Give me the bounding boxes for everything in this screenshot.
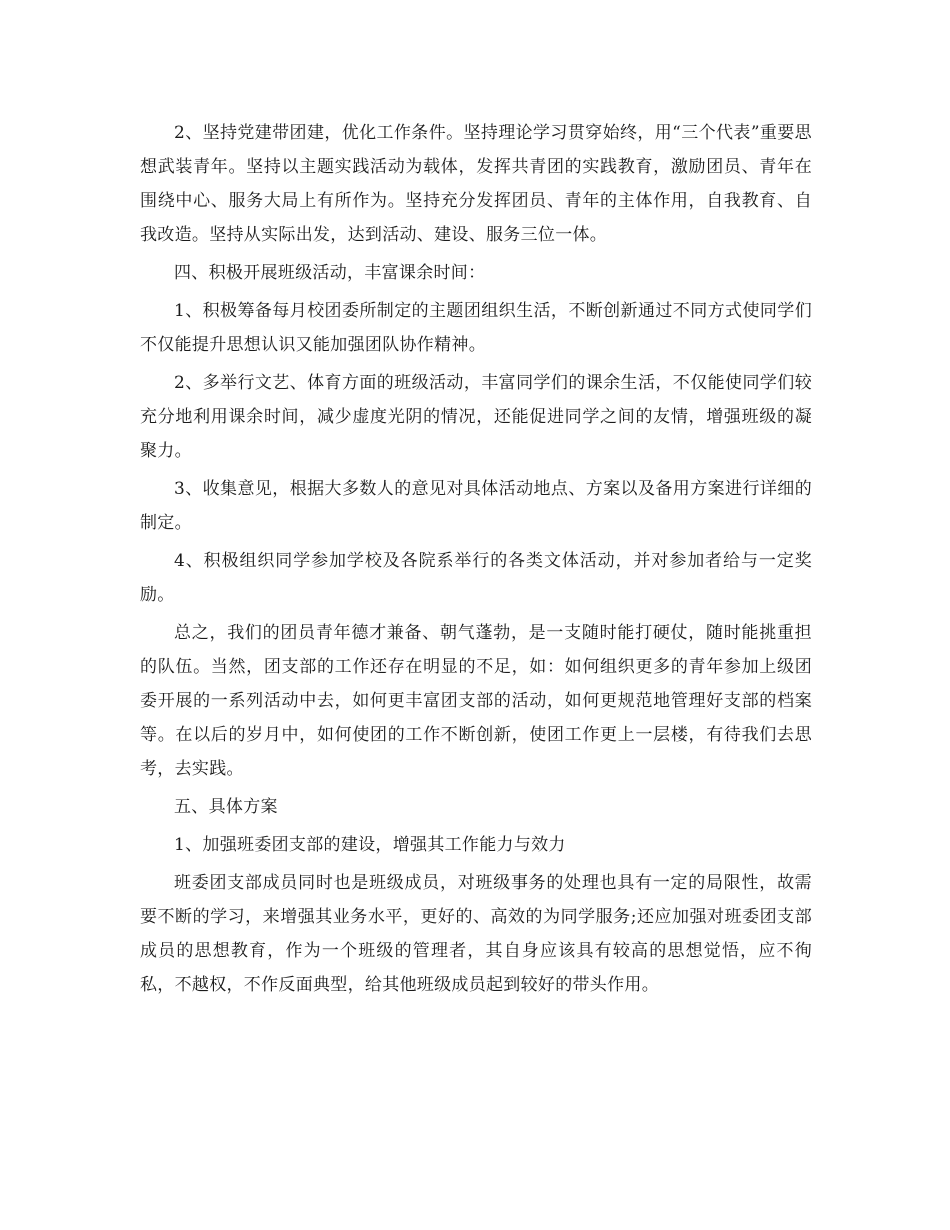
document-body xyxy=(140,116,812,1006)
paragraph-plan-1-detail: 班委团支部成员同时也是班级成员，对班级事务的处理也具有一定的局限性，故需要不断的学习，来增强其业务水平，更好的、高效的为同学服务;还应加强对班委团支部成员的思想教育，作为一个班级的管理者，其自身应该具有较高的思想觉悟，应不徇私，不越权，不作反面典型，给其他班级成员起到较好的带头作用。 xyxy=(140,873,812,995)
heading-section-4: 四、积极开展班级活动，丰富课余时间： xyxy=(174,263,486,283)
paragraph-activity-4: 4、积极组织同学参加学校及各院系举行的各类文体活动，并对参加者给与一定奖励。 xyxy=(140,551,812,605)
paragraph-activity-2: 2、多举行文艺、体育方面的班级活动，丰富同学们的课余生活，不仅能使同学们较充分地利用课余时间，减少虚度光阴的情况，还能促进同学之间的友情，增强班级的凝聚力。 xyxy=(140,373,812,461)
paragraph-activity-3: 3、收集意见，根据大多数人的意见对具体活动地点、方案以及备用方案进行详细的制定。 xyxy=(140,479,812,533)
heading-section-5: 五、具体方案 xyxy=(174,797,278,817)
paragraph-activity-1: 1、积极筹备每月校团委所制定的主题团组织生活，不断创新通过不同方式使同学们不仅能提升思想认识又能加强团队协作精神。 xyxy=(140,301,812,355)
subheading-plan-1: 1、加强班委团支部的建设，增强其工作能力与效力 xyxy=(174,835,566,855)
paragraph-summary: 总之，我们的团员青年德才兼备、朝气蓬勃，是一支随时能打硬仗，随时能挑重担的队伍。当然，团支部的工作还存在明显的不足，如：如何组织更多的青年参加上级团委开展的一系列活动中去，如何更丰富团支部的活动，如何更规范地管理好支部的档案等。在以后的岁月中，如何使团的工作不断创新，使团工作更上一层楼，有待我们去思考，去实践。 xyxy=(140,623,812,779)
paragraph-point-2-party-building: 2、坚持党建带团建，优化工作条件。坚持理论学习贯穿始终，用“三个代表”重要思想武装青年。坚持以主题实践活动为载体，发挥共青团的实践教育，激励团员、青年在围绕中心、服务大局上有所作为。坚持充分发挥团员、青年的主体作用，自我教育、自我改造。坚持从实际出发，达到活动、建设、服务三位一体。 xyxy=(140,123,812,245)
